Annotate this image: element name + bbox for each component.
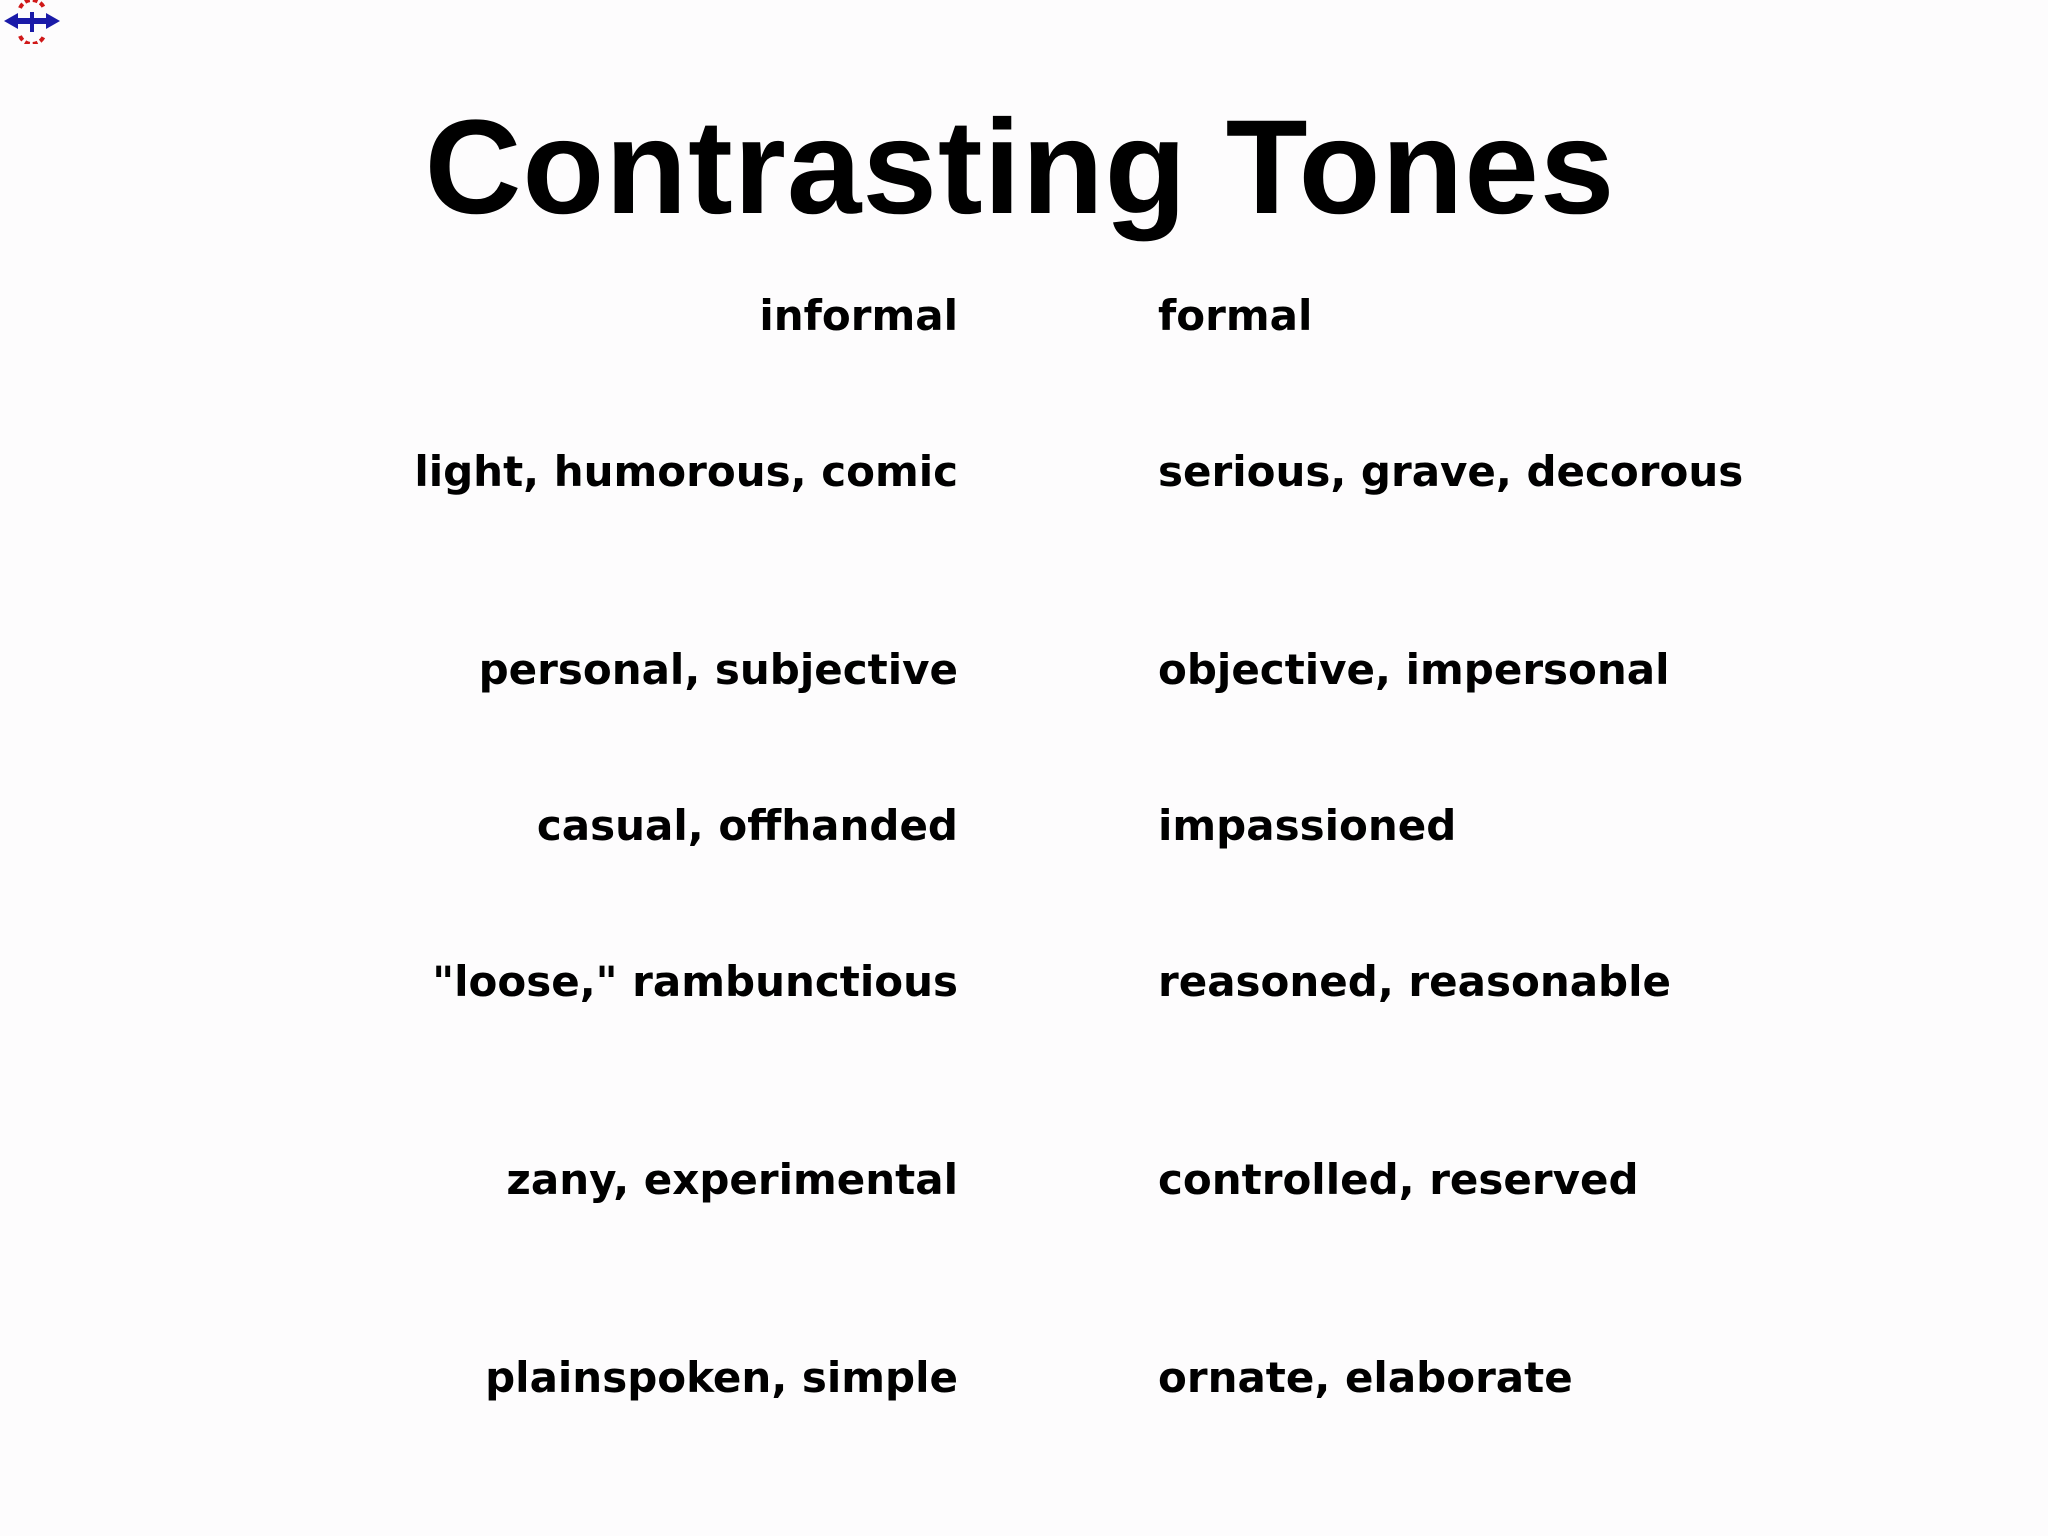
tone-left-7: plainspoken, simple xyxy=(485,1353,958,1402)
tone-right-4: impassioned xyxy=(1158,801,1457,850)
tone-right-7: ornate, elaborate xyxy=(1158,1353,1573,1402)
navigation-arrows-icon[interactable] xyxy=(2,0,62,44)
tone-left-4: casual, offhanded xyxy=(536,801,958,850)
tone-right-3: objective, impersonal xyxy=(1158,645,1670,694)
slide-title: Contrasting Tones xyxy=(424,93,1616,242)
tone-right-6: controlled, reserved xyxy=(1158,1155,1639,1204)
tone-left-5: "loose," rambunctious xyxy=(432,957,958,1006)
tone-right-2: serious, grave, decorous xyxy=(1158,447,1744,496)
tone-left-1: informal xyxy=(759,291,958,340)
tone-left-6: zany, experimental xyxy=(506,1155,958,1204)
tone-left-3: personal, subjective xyxy=(478,645,958,694)
tone-right-5: reasoned, reasonable xyxy=(1158,957,1672,1006)
tone-right-1: formal xyxy=(1158,291,1313,340)
tone-left-2: light, humorous, comic xyxy=(414,447,958,496)
